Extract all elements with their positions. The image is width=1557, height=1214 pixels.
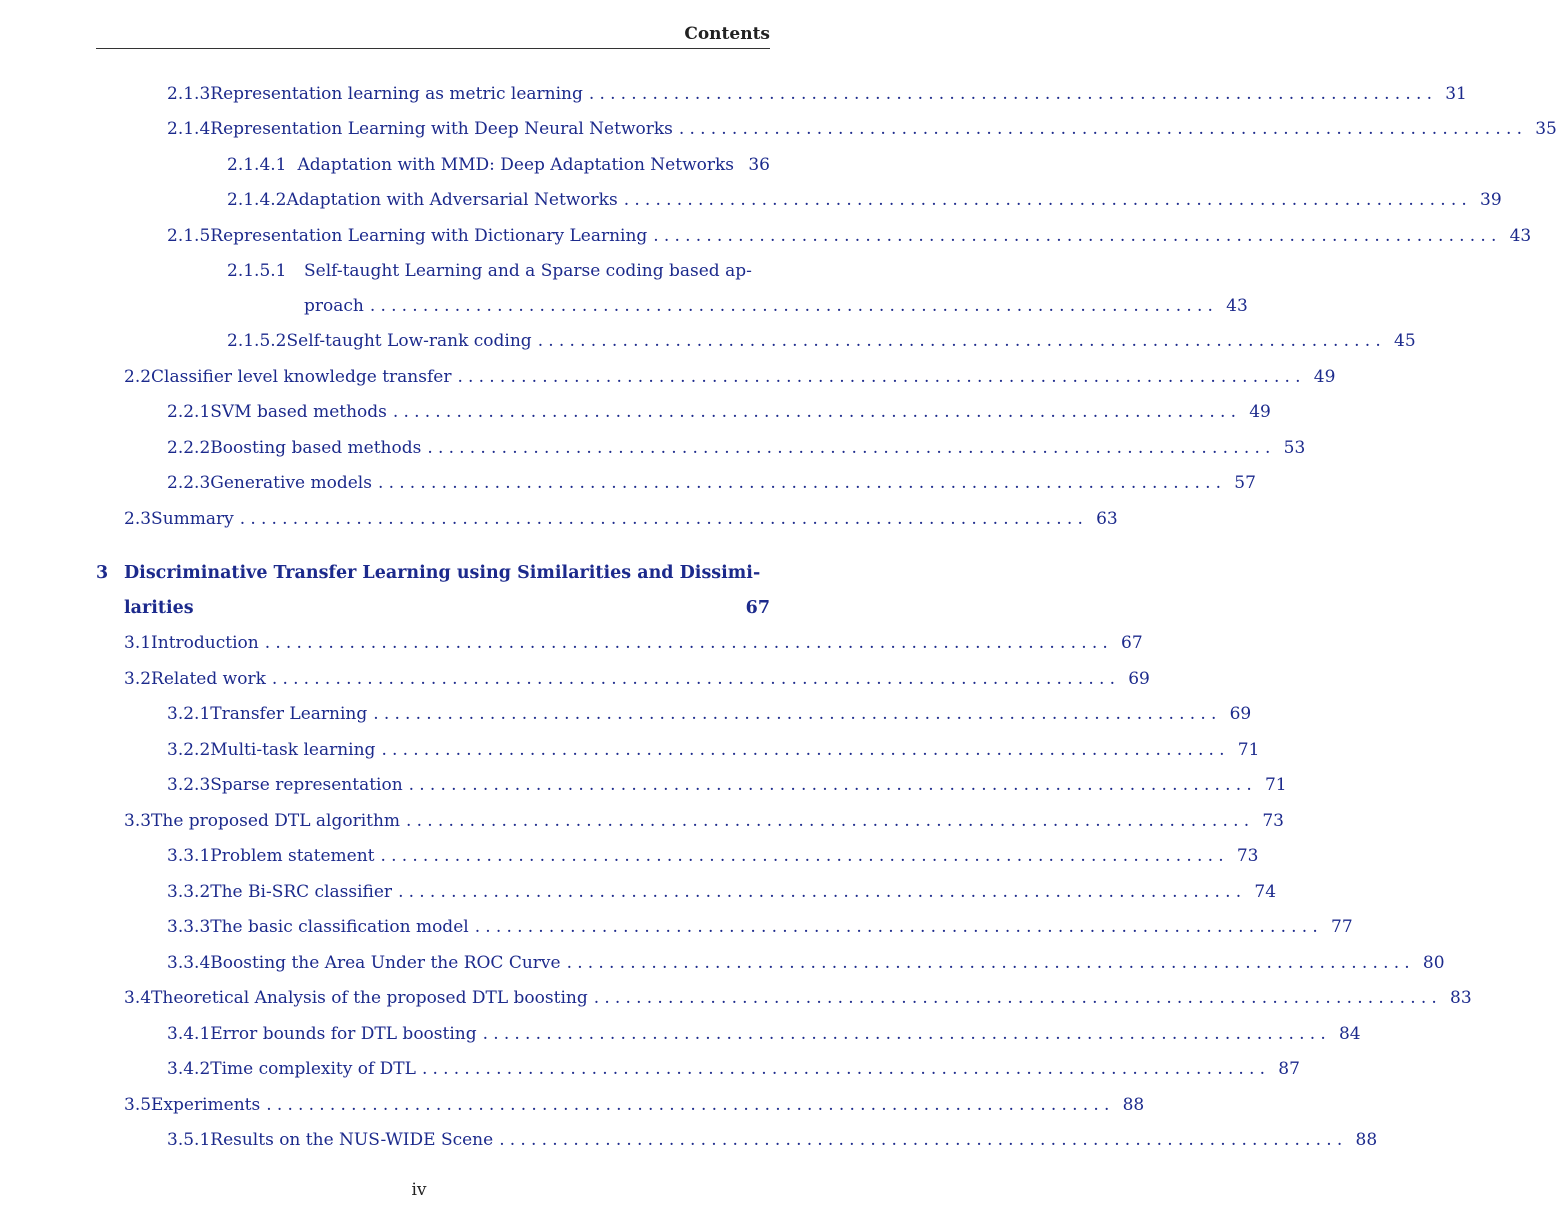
toc-entry[interactable] (167, 1059, 1300, 1083)
toc-entry[interactable] (227, 261, 770, 285)
toc-entry-number: 3.4 (124, 988, 152, 1008)
toc-entry-number: 2.1.5.2 (227, 331, 287, 351)
toc-entry-number: 3.4.2 (167, 1059, 211, 1079)
toc-entry[interactable] (167, 1024, 1361, 1048)
toc-entry-page: 36 (748, 155, 770, 175)
toc-entry[interactable] (227, 155, 770, 179)
toc-entry-continuation[interactable] (304, 296, 1248, 320)
toc-entry-number: 2.1.4.1 (227, 155, 287, 175)
running-header (96, 24, 770, 49)
toc-entry-page: 53 (1283, 438, 1306, 458)
toc-entry[interactable] (167, 882, 1277, 906)
leader-dots: ................................................................................ (474, 917, 1323, 937)
toc-entry-title: Self-taught Learning and a Sparse coding based ap- (304, 261, 752, 281)
header-title: Contents (684, 24, 770, 44)
toc-entry-title: Summary (151, 509, 234, 529)
leader-dots: ................................................................................ (588, 84, 1438, 104)
toc-entry-title: Self-taught Low-rank coding (286, 331, 532, 351)
toc-entry-number: 3.3.1 (167, 846, 211, 866)
toc-entry-page: 39 (1480, 190, 1502, 210)
toc-entry-page: 73 (1262, 811, 1284, 831)
toc-entry-page: 57 (1234, 473, 1256, 493)
toc-entry-title: Sparse representation (210, 775, 403, 795)
toc-entry-number: 2.1.5 (167, 226, 211, 246)
toc-entry-number: 2.1.4 (167, 119, 211, 139)
toc-entry-number: 3.3.2 (167, 882, 211, 902)
toc-entry-title: Results on the NUS-WIDE Scene (210, 1130, 494, 1150)
toc-entry-page: 74 (1254, 882, 1277, 902)
toc-entry-title: Transfer Learning (210, 704, 368, 724)
toc-entry[interactable] (167, 953, 1445, 977)
toc-entry-page: 69 (1229, 704, 1252, 724)
toc-entry-page: 49 (1249, 402, 1271, 422)
toc-entry[interactable] (227, 190, 1502, 214)
toc-entry-page: 83 (1450, 988, 1472, 1008)
toc-entry[interactable] (124, 988, 1472, 1012)
toc-chapter-continuation[interactable] (124, 598, 770, 622)
leader-dots: ................................................................................ (266, 1095, 1115, 1115)
toc-entry-number: 3.5 (124, 1095, 152, 1115)
toc-entry-page: 45 (1394, 331, 1416, 351)
toc-entry[interactable] (167, 226, 1532, 250)
toc-entry-number: 2.1.5.1 (227, 261, 287, 281)
toc-entry-title: Theoretical Analysis of the proposed DTL boosting (151, 988, 588, 1008)
toc-entry[interactable] (124, 811, 1284, 835)
toc-entry-page: 35 (1535, 119, 1557, 139)
toc-entry-number: 2.1.4.2 (227, 190, 287, 210)
toc-entry[interactable] (124, 367, 1336, 391)
toc-entry-page: 77 (1331, 917, 1353, 937)
toc-entry-title: Representation learning as metric learning (210, 84, 583, 104)
leader-dots: ................................................................................ (381, 740, 1230, 760)
toc-entry-page: 43 (1509, 226, 1532, 246)
toc-entry-page: 88 (1122, 1095, 1145, 1115)
toc-entry-page: 63 (1096, 509, 1118, 529)
leader-dots: ................................................................................ (398, 882, 1247, 902)
leader-dots: ................................................................................ (623, 190, 1473, 210)
toc-chapter-title-continued: larities (124, 598, 194, 618)
leader-dots: ................................................................................ (369, 296, 1219, 316)
toc-entry-title: Boosting the Area Under the ROC Curve (210, 953, 561, 973)
toc-chapter-entry[interactable] (96, 563, 770, 587)
leader-dots: ................................................................................ (264, 633, 1114, 653)
toc-entry-number: 3.3.3 (167, 917, 211, 937)
toc-entry[interactable] (167, 402, 1271, 426)
toc-entry-title: The basic classification model (210, 917, 469, 937)
toc-entry-title: The proposed DTL algorithm (151, 811, 401, 831)
leader-dots: ................................................................................ (593, 988, 1443, 1008)
leader-dots: ................................................................................ (271, 669, 1121, 689)
toc-entry[interactable] (167, 775, 1287, 799)
leader-dots: ................................................................................ (408, 775, 1257, 795)
toc-entry-page: 80 (1422, 953, 1445, 973)
leader-dots: ................................................................................ (499, 1130, 1348, 1150)
toc-entry[interactable] (167, 1130, 1378, 1154)
leader-dots: ................................................................................ (239, 509, 1089, 529)
toc-chapter-page: 67 (745, 598, 770, 618)
leader-dots: ................................................................................ (678, 119, 1528, 139)
toc-entry-title: Generative models (210, 473, 372, 493)
toc-entry-title: Adaptation with MMD: Deep Adaptation Networks (297, 155, 735, 175)
toc-entry-number: 2.2.3 (167, 473, 211, 493)
toc-entry[interactable] (124, 509, 1118, 533)
toc-entry-title: Problem statement (210, 846, 375, 866)
toc-entry-title: Related work (151, 669, 266, 689)
leader-dots: ................................................................................ (373, 704, 1222, 724)
toc-entry-number: 2.2.2 (167, 438, 211, 458)
toc-entry-title: Error bounds for DTL boosting (210, 1024, 477, 1044)
toc-entry-page: 49 (1313, 367, 1336, 387)
toc-entry-page: 87 (1278, 1059, 1300, 1079)
toc-entry-page: 67 (1121, 633, 1143, 653)
toc-entry-title: Time complexity of DTL (210, 1059, 416, 1079)
toc-entry[interactable] (167, 438, 1306, 462)
leader-dots: ................................................................................ (427, 438, 1276, 458)
leader-dots: ................................................................................ (653, 226, 1502, 246)
toc-entry-title: Experiments (151, 1095, 261, 1115)
toc-entry[interactable] (124, 669, 1150, 693)
toc-entry-number: 3.1 (124, 633, 152, 653)
toc-entry-title-continued: proach (304, 296, 364, 316)
toc-entry-page: 84 (1338, 1024, 1361, 1044)
toc-entry-number: 2.2 (124, 367, 152, 387)
leader-dots: ................................................................................ (377, 473, 1227, 493)
toc-entry[interactable] (167, 473, 1256, 497)
leader-dots: ................................................................................ (380, 846, 1229, 866)
toc-entry-number: 3.2.2 (167, 740, 211, 760)
toc-entry-title: Multi-task learning (210, 740, 376, 760)
toc-entry-page: 88 (1355, 1130, 1378, 1150)
toc-entry-number: 3.3 (124, 811, 152, 831)
toc-chapter-number: 3 (96, 563, 109, 583)
toc-entry-page: 31 (1445, 84, 1467, 104)
toc-entry-title: Introduction (151, 633, 259, 653)
toc-entry[interactable] (167, 917, 1353, 941)
toc-entry-page: 71 (1264, 775, 1287, 795)
toc-entry[interactable] (227, 331, 1416, 355)
toc-entry-title: The Bi-SRC classifier (210, 882, 393, 902)
toc-entry[interactable] (167, 846, 1259, 870)
toc-entry-title: Representation Learning with Dictionary Learning (210, 226, 648, 246)
toc-entry-number: 3.5.1 (167, 1130, 211, 1150)
toc-entry-page: 73 (1236, 846, 1259, 866)
toc-entry[interactable] (124, 633, 1143, 657)
toc-entry[interactable] (167, 740, 1260, 764)
toc-entry-title: Classifier level knowledge transfer (151, 367, 452, 387)
toc-entry-number: 3.4.1 (167, 1024, 211, 1044)
toc-entry-title: SVM based methods (210, 402, 387, 422)
toc-entry-page: 71 (1237, 740, 1260, 760)
toc-entry[interactable] (124, 1095, 1145, 1119)
leader-dots: ................................................................................ (457, 367, 1306, 387)
toc-entry[interactable] (167, 84, 1467, 108)
toc-chapter-title: Discriminative Transfer Learning using Similarities and Dissimi- (124, 563, 761, 583)
page-number: iv (411, 1180, 427, 1200)
leader-dots: ................................................................................ (566, 953, 1415, 973)
toc-entry-number: 3.3.4 (167, 953, 211, 973)
toc-entry-number: 2.1.3 (167, 84, 211, 104)
toc-entry-title: Representation Learning with Deep Neural Networks (210, 119, 673, 139)
toc-entry-number: 3.2 (124, 669, 152, 689)
toc-entry-number: 3.2.3 (167, 775, 211, 795)
toc-entry-title: Boosting based methods (210, 438, 422, 458)
toc-entry-title: Adaptation with Adversarial Networks (286, 190, 618, 210)
toc-entry[interactable] (167, 704, 1252, 728)
leader-dots: ................................................................................ (406, 811, 1255, 831)
leader-dots: ................................................................................ (421, 1059, 1271, 1079)
toc-entry[interactable] (167, 119, 1557, 143)
toc-entry-page: 69 (1128, 669, 1150, 689)
leader-dots: ................................................................................ (537, 331, 1386, 351)
toc-entry-number: 2.3 (124, 509, 152, 529)
toc-entry-number: 3.2.1 (167, 704, 211, 724)
leader-dots: ................................................................................ (482, 1024, 1331, 1044)
toc-entry-number: 2.2.1 (167, 402, 211, 422)
toc-entry-page: 43 (1226, 296, 1248, 316)
leader-dots: ................................................................................ (392, 402, 1242, 422)
